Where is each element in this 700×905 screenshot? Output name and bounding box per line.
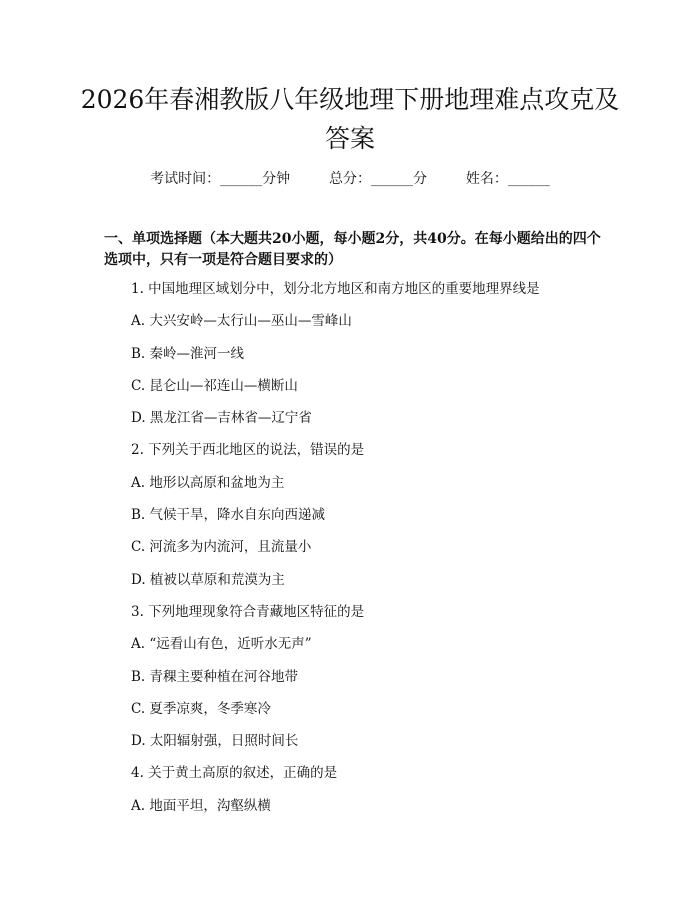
total-score-unit: 分 — [413, 171, 427, 187]
question-3: 3. 下列地理现象符合青藏地区特征的是 — [131, 603, 365, 620]
question-3-option-a: A. “远看山有色，近听水无声” — [131, 636, 312, 653]
total-score-blank: ______ — [371, 171, 413, 187]
question-4: 4. 关于黄土高原的叙述，正确的是 — [131, 765, 338, 782]
question-1-option-a: A. 大兴安岭—太行山—巫山—雪峰山 — [131, 313, 352, 330]
question-3-option-c: C. 夏季凉爽，冬季寒冷 — [131, 700, 271, 717]
question-1-option-c: C. 昆仑山—祁连山—横断山 — [131, 377, 298, 394]
exam-time-label: 考试时间： — [150, 171, 221, 187]
question-3-option-d: D. 太阳辐射强，日照时间长 — [131, 733, 299, 750]
total-score-label: 总分： — [329, 171, 371, 187]
question-4-option-a: A. 地面平坦，沟壑纵横 — [131, 797, 271, 814]
question-1-option-b: B. 秦岭—淮河一线 — [131, 345, 245, 362]
question-1-option-d: D. 黑龙江省—吉林省—辽宁省 — [131, 410, 312, 427]
exam-info-line — [0, 168, 700, 188]
question-2-option-c: C. 河流多为内流河，且流量小 — [131, 539, 312, 556]
exam-time-blank: ______ — [220, 171, 263, 187]
document-title: 2026年春湘教版八年级地理下册地理难点攻克及答案 — [80, 85, 620, 153]
student-name-label: 姓名： — [465, 171, 508, 187]
question-2-option-d: D. 植被以草原和荒漠为主 — [131, 571, 285, 588]
question-3-option-b: B. 青稞主要种植在河谷地带 — [131, 668, 299, 685]
question-1: 1. 中国地理区域划分中，划分北方地区和南方地区的重要地理界线是 — [131, 281, 540, 297]
exam-time-unit: 分钟 — [262, 171, 291, 187]
section-heading: 一、单项选择题（本大题共20小题，每小题2分，共40分。在每小题给出的四个选项中，只有一项是符合题目要求的） — [104, 231, 601, 268]
question-2: 2. 下列关于西北地区的说法，错误的是 — [131, 442, 365, 459]
question-2-option-b: B. 气候干旱，降水自东向西递减 — [131, 507, 326, 524]
question-2-option-a: A. 地形以高原和盆地为主 — [131, 474, 285, 491]
student-name-blank: ______ — [507, 171, 550, 187]
question-list — [131, 279, 611, 828]
